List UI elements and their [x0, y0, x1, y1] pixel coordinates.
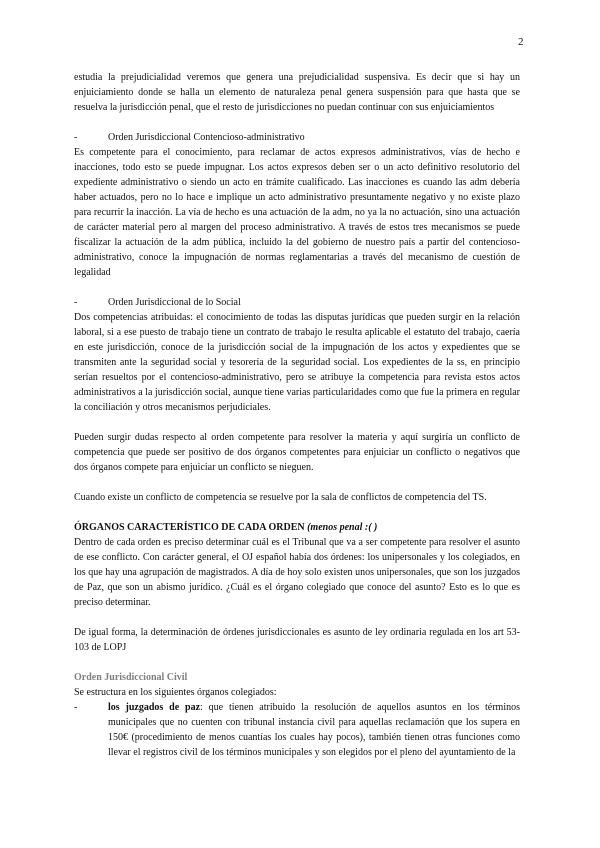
intro-paragraph: estudia la prejudicialidad veremos que genera una prejudicialidad suspensiva. Es decir que si hay un enjuiciamiento donde se halla un elemento de naturaleza penal genera suspensión para que hasta que se resuelva la jurisdicción penal, que el resto de jurisdicciones no puedan continuar con sus enjuiciamientos — [74, 72, 520, 113]
juzgados-paz-description: : que tienen atribuido la resolución de aquellos asuntos en los términos municipales que no cuenten con tribunal instancia civil para aquellas reclamación que los supera en 150€ (procedimiento de menos cuantías los cuales hay pocos), también tienen otras funciones como llevar el registros civil de los términos municipales y son elegidos por el pleno del ayuntamiento de la — [108, 702, 521, 758]
organos-paragraph: Dentro de cada orden es preciso determinar cuál es el Tribunal que va a ser competente para resolver el asunto de ese conflicto. Con carácter general, el OJ español había dos órdenes: los unipersonales y los colegiados, en los que hay una agrupación de magistrados. A día de hoy solo existen unos unipersonales, que son los juzgados de Paz, que son un abismo jurídico. ¿Cuál es el órgano colegiado que conoce del asunto? Esto es lo que es preciso determinar. — [74, 537, 520, 608]
organos-heading-text: ÓRGANOS CARACTERÍSTICO DE CADA ORDEN — [74, 522, 305, 533]
page-number: 2 — [518, 36, 524, 48]
civil-intro: Se estructura en los siguientes órganos colegiados: — [74, 687, 277, 698]
contencioso-heading — [74, 130, 520, 145]
document-body — [74, 70, 520, 760]
organos-heading — [74, 520, 520, 535]
list-item — [74, 700, 520, 760]
organos-heading-note: (menos penal :( ) — [307, 522, 378, 533]
lopj-paragraph: De igual forma, la determinación de órdenes jurisdiccionales es asunto de ley ordinaria regulada en los art 53-103 de LOPJ — [74, 627, 520, 653]
civil-heading: Orden Jurisdiccional Civil — [74, 672, 188, 683]
social-paragraph: Dos competencias atribuidas: el conocimiento de todas las disputas jurídicas que pueden surgir en la relación laboral, si a ese puesto de trabajo tiene un contrato de trabajo le resulta aplicable el estatuto del trabajo, caería en este jurisdicción, conoce de la jurisdicción social de la impugnación de los actos y expedientes que se transmiten ante la seguridad social y tesorería de la seguridad social. Los expedientes de la ss, en principio serían resueltos por el contencioso-administrativo, pero se atribuye la competencia para revista estos actos administrativos a la jurisdicción social, aunque tiene varias particularidades como que fue la primera en regular la conciliación y otros mecanismos perjudiciales. — [74, 312, 520, 413]
social-heading — [74, 295, 520, 310]
juzgados-paz-term: los juzgados de paz — [108, 702, 201, 713]
conflicto-paragraph: Pueden surgir dudas respecto al orden competente para resolver la materia y aquí surgiría un conflicto de competencia que puede ser positivo de dos órganos competentes para enjuiciar un conflicto o negativos que dos órganos compete para enjuiciar un conflicto se nieguen. — [74, 432, 520, 473]
bullet-dash: - — [74, 132, 78, 143]
list-item-text — [108, 700, 520, 760]
sala-paragraph: Cuando existe un conflicto de competencia se resuelve por la sala de conflictos de competencia del TS. — [74, 492, 487, 503]
bullet-dash: - — [74, 297, 78, 308]
social-title: Orden Jurisdiccional de lo Social — [108, 297, 241, 308]
bullet-dash: - — [74, 702, 78, 713]
contencioso-title: Orden Jurisdiccional Contencioso-administrativo — [108, 132, 305, 143]
contencioso-paragraph: Es competente para el conocimiento, para reclamar de actos expresos administrativos, vías de hecho e inacciones, todo esto se puede impugnar. Los actos expresos deben ser o un acto definitivo resolutorio del expediente administrativo o siendo un acto en trámite cualificado. Las inacciones es cuando las adm debería haber actuados, pero no lo hace e implique un acto administrativo presuntamente negativo y no existe plazo para recurrir la inacción. La vía de hecho es una actuación de la adm, no ya la no actuación, sino una actuación de carácter material pero al margen del proceso administrativo. A través de estos tres mecanismos se puede fiscalizar la actuación de la adm pública, incluido la del gobierno de nuestro país a partir del contencioso-administrativo, conoce la impugnación de normas reglamentarias a través del mecanismo de cuestión de legalidad — [74, 147, 520, 278]
